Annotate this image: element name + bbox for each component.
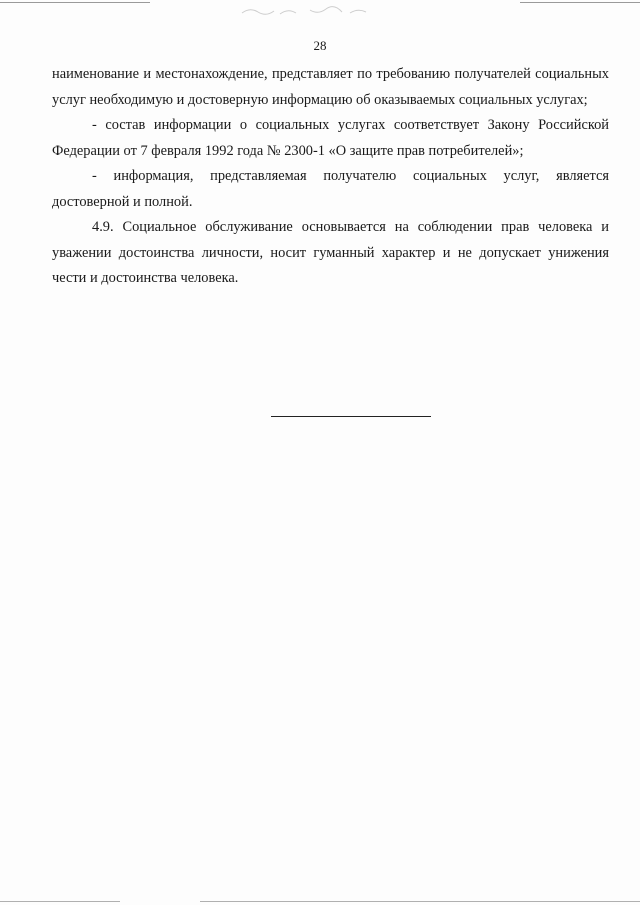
end-of-text-line — [271, 416, 431, 417]
paragraph-info-composition: - состав информации о социальных услугах соответствует Закону Российской Федерации от 7 февраля 1992 года № 2300-1 «О защите прав потребителей»; — [52, 117, 609, 159]
scan-edge-line — [0, 2, 150, 3]
scan-artifact — [240, 4, 380, 18]
scan-edge-line — [520, 2, 640, 3]
scan-edge-line — [200, 901, 640, 902]
document-body — [52, 62, 609, 292]
paragraph-section-4-9: 4.9. Социальное обслуживание основывается на соблюдении прав человека и уважении достоинства личности, носит гуманный характер и не допускает унижения чести и достоинства человека. — [52, 219, 609, 286]
scan-edge-line — [0, 901, 120, 902]
paragraph-info-reliability: - информация, представляемая получателю социальных услуг, является достоверной и полной. — [52, 168, 609, 210]
paragraph-continuation: наименование и местонахождение, представляет по требованию получателей социальных услуг необходимую и достоверную информацию об оказываемых социальных услугах; — [52, 66, 609, 108]
page-number: 28 — [313, 38, 327, 53]
